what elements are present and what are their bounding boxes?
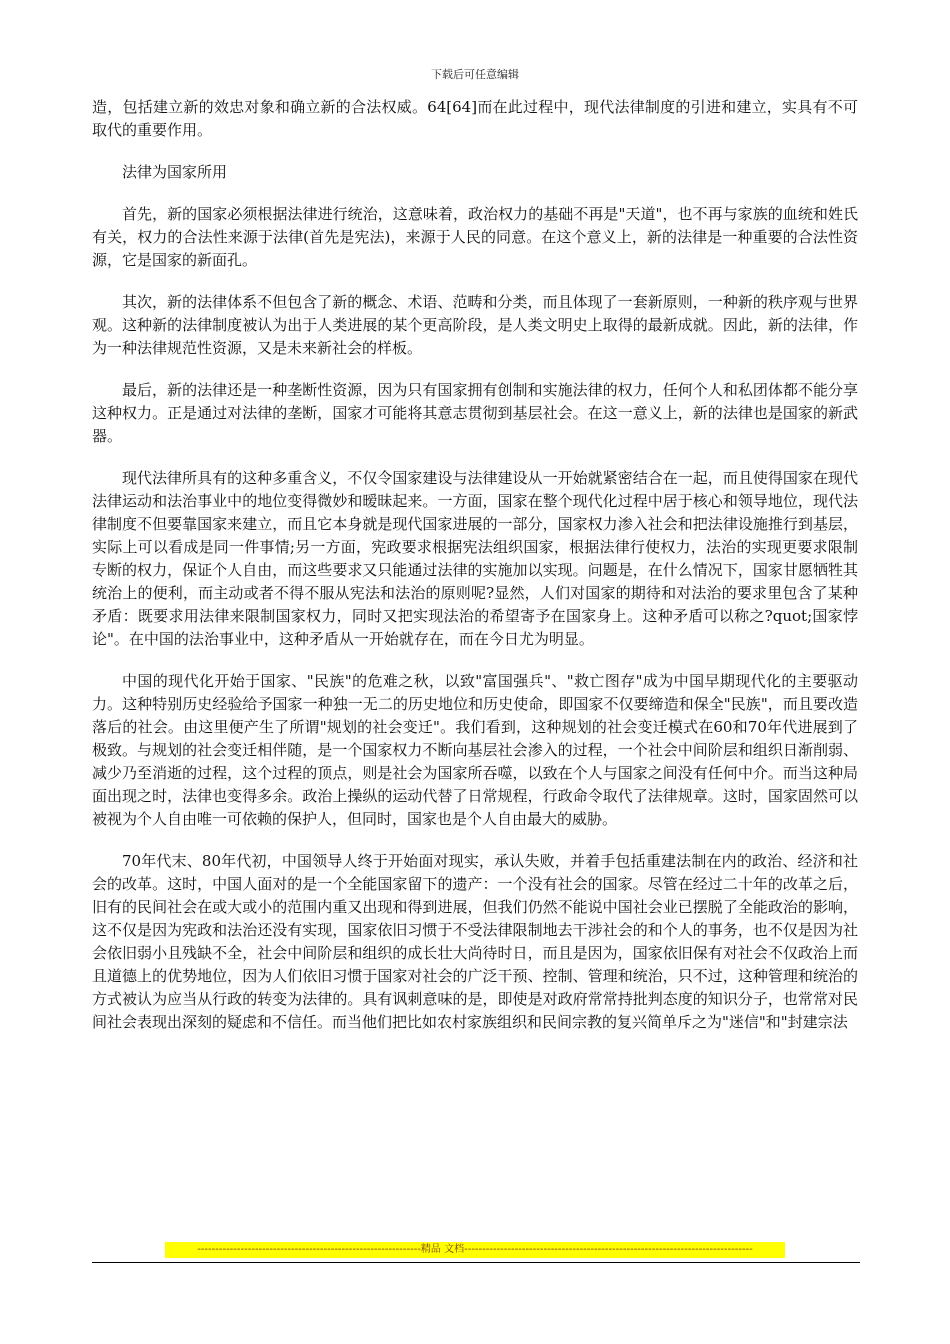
paragraph: 最后，新的法律还是一种垄断性资源，因为只有国家拥有创制和实施法律的权力，任何个人和私团体都不能分享这种权力。正是通过对法律的垄断，国家才可能将其意志贯彻到基层社会。在这一意义上，新的法律也是国家的新武器。 bbox=[92, 381, 858, 445]
paragraph: 其次，新的法律体系不但包含了新的概念、术语、范畴和分类，而且体现了一套新原则，一种新的秩序观与世界观。这种新的法律制度被认为出于人类进展的某个更高阶段，是人类文明史上取得的最新成就。因此，新的法律，作为一种法律规范性资源，又是未来新社会的样板。 bbox=[92, 293, 858, 357]
paragraph: 70年代末、80年代初，中国领导人终于开始面对现实，承认失败，并着手包括重建法制在内的政治、经济和社会的改革。这时，中国人面对的是一个全能国家留下的遗产：一个没有社会的国家。尽管在经过二十年的改革之后，旧有的民间社会在或大或小的范围内重又出现和得到进展，但我们仍然不能说中国社会业已摆脱了全能政治的影响，这不仅是因为宪政和法治还没有实现，国家依旧习惯于不受法律限制地去干涉社会的和个人的事务，也不仅是因为社会依旧弱小且残缺不全，社会中间阶层和组织的成长壮大尚待时日，而且是因为，国家依旧保有对社会不仅政治上而且道德上的优势地位，因为人们依旧习惯于国家对社会的广泛干预、控制、管理和统治，只不过，这种管理和统治的方式被认为应当从行政的转变为法律的。具有讽刺意味的是，即使是对政府常常持批判态度的知识分子，也常常对民间社会表现出深刻的疑虑和不信任。而当他们把比如农村家族组织和民间宗教的复兴简单斥之为"迷信"和"封建宗法 bbox=[92, 852, 858, 1031]
footer-divider bbox=[92, 1262, 860, 1263]
page-header: 下载后可任意编辑 bbox=[431, 68, 519, 81]
document-body bbox=[92, 96, 858, 1053]
section-heading: 法律为国家所用 bbox=[122, 163, 228, 181]
paragraph: 中国的现代化开始于国家、"民族"的危难之秋，以致"富国强兵"、"救亡图存"成为中国早期现代化的主要驱动力。这种特别历史经验给予国家一种独一无二的历史地位和历史使命，即国家不仅要缔造和保全"民族"，而且要改造落后的社会。由这里便产生了所谓"规划的社会变迁"。我们看到，这种规划的社会变迁模式在60和70年代进展到了极致。与规划的社会变迁相伴随，是一个国家权力不断向基层社会渗入的过程，一个社会中间阶层和组织日渐削弱、减少乃至消逝的过程，这个过程的顶点，则是社会为国家所吞噬，以致在个人与国家之间没有任何中介。而当这种局面出现之时，法律也变得多余。政治上操纵的运动代替了日常规程，行政命令取代了法律规章。这时，国家固然可以被视为个人自由唯一可依赖的保护人，但同时，国家也是个人自由最大的威胁。 bbox=[92, 672, 858, 828]
footer-watermark-bar: --------------------------------------------------------------精品 文档-------------------------------------------------------------------------------- bbox=[165, 1242, 785, 1258]
paragraph: 现代法律所具有的这种多重含义，不仅令国家建设与法律建设从一开始就紧密结合在一起，而且使得国家在现代法律运动和法治事业中的地位变得微妙和暧昧起来。一方面，国家在整个现代化过程中居于核心和领导地位，现代法律制度不但要靠国家来建立，而且它本身就是现代国家进展的一部分，国家权力渗入社会和把法律设施推行到基层，实际上可以看成是同一件事情;另一方面，宪政要求根据宪法组织国家，根据法律行使权力，法治的实现更要求限制专断的权力，保证个人自由，而这些要求又只能通过法律的实施加以实现。问题是，在什么情况下，国家甘愿牺牲其统治上的便利，而主动或者不得不服从宪法和法治的原则呢?显然，人们对国家的期待和对法治的要求里包含了某种矛盾：既要求用法律来限制国家权力，同时又把实现法治的希望寄予在国家身上。这种矛盾可以称之?quot;国家悖论"。在中国的法治事业中，这种矛盾从一开始就存在，而在今日尤为明显。 bbox=[92, 469, 858, 648]
paragraph: 首先，新的国家必须根据法律进行统治，这意味着，政治权力的基础不再是"天道"，也不再与家族的血统和姓氏有关，权力的合法性来源于法律(首先是宪法)，来源于人民的同意。在这个意义上，新的法律是一种重要的合法性资源，它是国家的新面孔。 bbox=[92, 205, 858, 269]
paragraph-continuation: 造，包括建立新的效忠对象和确立新的合法权威。64[64]而在此过程中，现代法律制度的引进和建立，实具有不可取代的重要作用。 bbox=[92, 98, 858, 139]
